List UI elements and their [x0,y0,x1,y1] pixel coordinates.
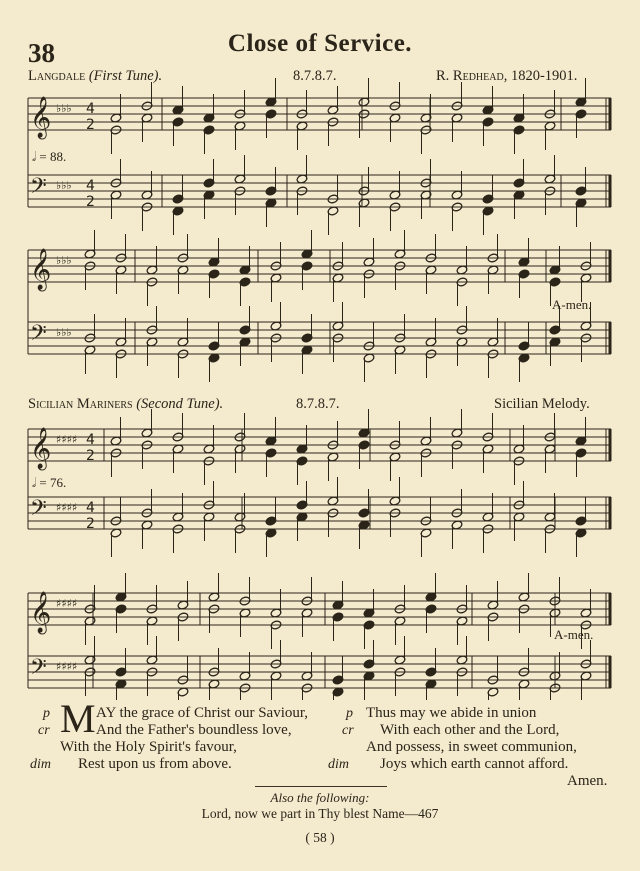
key-signature-icon: ♯♯♯♯ [56,501,78,514]
divider-rule [255,786,387,787]
time-signature-icon: 4 [86,101,95,117]
tune2-label: (Second Tune). [136,396,224,412]
verse-1-line-3: With the Holy Spirit's favour, [60,739,237,755]
treble-clef-icon: 𝄞 [30,428,52,469]
bass-clef-icon: 𝄢 [30,655,47,685]
verse-1 [30,696,328,773]
key-signature-icon: ♭♭♭ [56,326,72,339]
verse-1-line-1-dynamic: p [43,706,50,721]
half-note-icon: 𝅗𝅥 [32,475,37,490]
treble-clef-icon: 𝄞 [30,97,52,138]
verse-2-line-2: With each other and the Lord, [380,722,560,738]
time-signature-icon: 2 [86,117,95,133]
tune1-composer: R. Redhead, 1820-1901. [436,68,578,84]
tune1-amen-label: A-men. [552,297,592,312]
tune2-meter: 8.7.8.7. [296,396,340,412]
verse-1-line-2-dynamic: cr [38,723,50,738]
time-signature-icon: 2 [86,516,95,532]
half-note-icon: 𝅗𝅥 [32,149,37,164]
tune2-composer: Sicilian Melody. [494,396,590,412]
verse-1-line-1: AY the grace of Christ our Saviour, [96,705,308,721]
tune1-name: Langdale [28,68,86,84]
tune1-meter: 8.7.8.7. [293,68,337,84]
key-signature-icon: ♭♭♭ [56,102,72,115]
key-signature-icon: ♯♯♯♯ [56,597,78,610]
tune2-tempo-mark: 𝅗𝅥 = 76. [32,475,67,490]
verse-2-line-4: Joys which earth cannot afford. [380,756,569,772]
verse-2-line-2-dynamic: cr [342,723,354,738]
tune1-label: (First Tune). [88,68,163,84]
time-signature-icon: 2 [86,448,95,464]
verse-1-line-4: Rest upon us from above. [78,756,232,772]
tune2-amen-label: A-men. [554,627,594,642]
time-signature-icon: 4 [86,500,95,516]
hymn-title: Close of Service. [227,30,413,57]
treble-clef-icon: 𝄞 [30,249,52,290]
also-following-label: Also the following: [270,790,370,805]
time-signature-icon: 4 [86,178,95,194]
time-signature-icon: 2 [86,194,95,210]
key-signature-icon: ♯♯♯♯ [56,660,78,673]
verse-2-line-4-dynamic: dim [328,757,349,772]
key-signature-icon: ♭♭♭ [56,179,72,192]
key-signature-icon: ♭♭♭ [56,254,72,267]
page-number: ( 58 ) [305,830,335,845]
verse-2-line-3: And possess, in sweet communion, [366,739,577,755]
verse-2-line-1: Thus may we abide in union [366,705,537,721]
hymn-number: 38 [28,38,55,68]
treble-clef-icon: 𝄞 [30,592,52,633]
also-following-reference: Lord, now we part in Thy blest Name—467 [201,806,439,821]
time-signature-icon: 4 [86,432,95,448]
key-signature-icon: ♯♯♯♯ [56,433,78,446]
bass-clef-icon: 𝄢 [30,496,47,526]
bass-clef-icon: 𝄢 [30,174,47,204]
tune1-tempo-mark: 𝅗𝅥 = 88. [32,149,67,164]
tune2-name: Sicilian Mariners [28,396,133,412]
verse-1-line-4-dynamic: dim [30,757,51,772]
verse-2-line-1-dynamic: p [346,706,353,721]
verse-2 [328,705,618,790]
verse-2-amen: Amen. [567,773,608,789]
bass-clef-icon: 𝄢 [30,321,47,351]
verse-1-line-2: And the Father's boundless love, [96,722,292,738]
verse-1-dropcap: M [60,696,96,741]
